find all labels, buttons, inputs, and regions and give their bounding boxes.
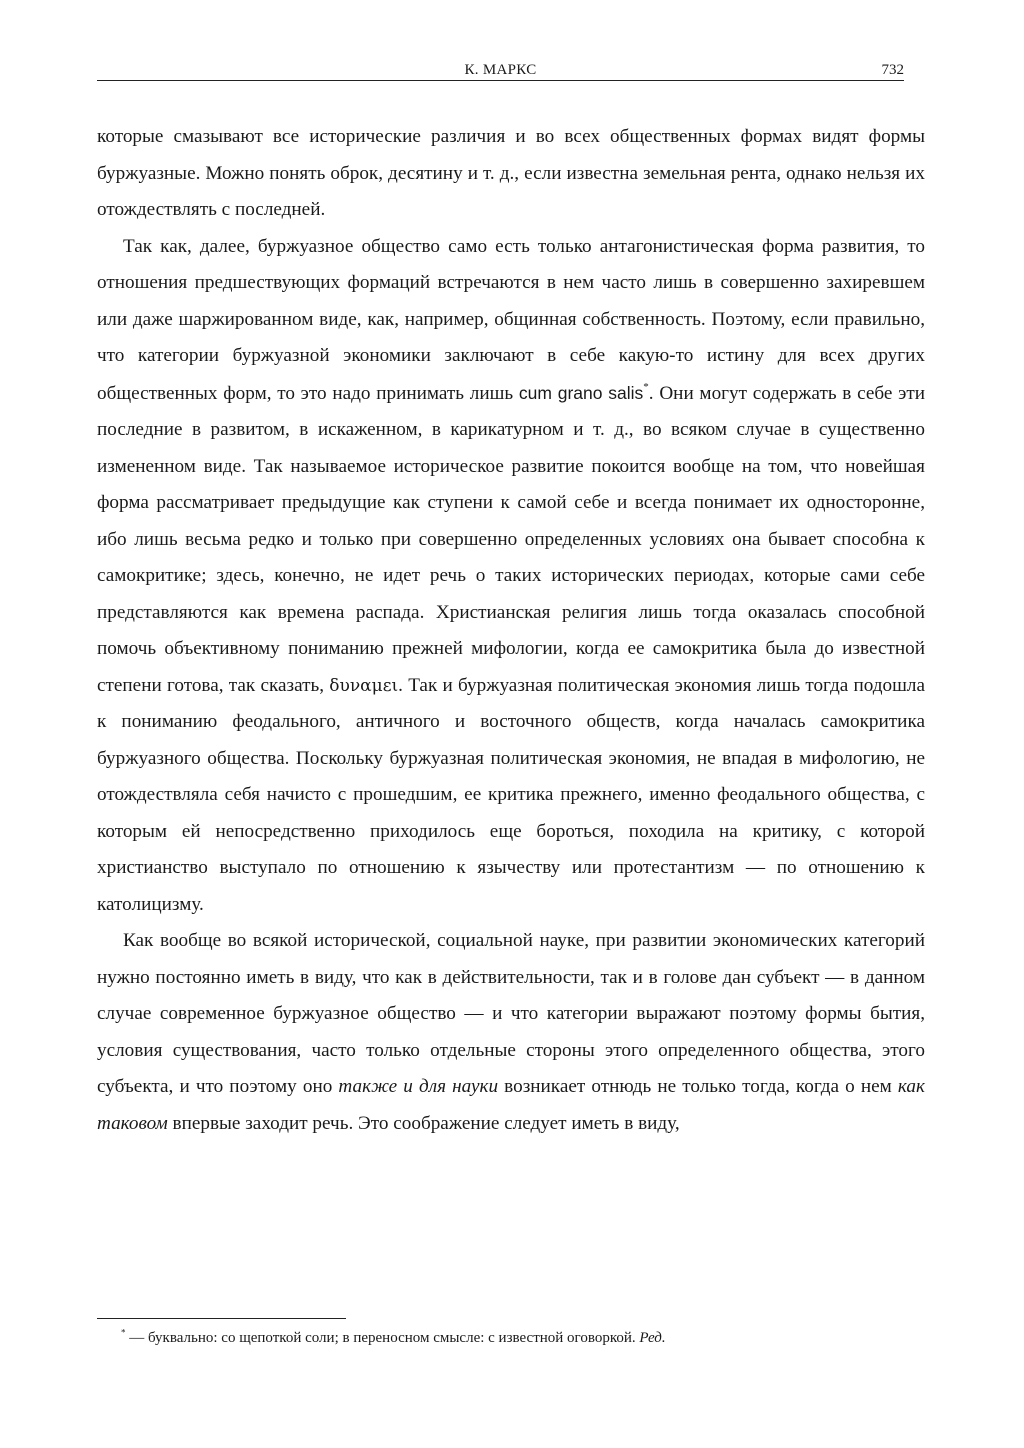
page-number: 732: [881, 62, 904, 78]
paragraph-1-text: которые смазывают все исторические различия и во всех общественных формах видят формы буржуазные. Можно понять оброк, десятину и т. д., если известна земельная рента, однако нельзя их отождествлять с последней.: [97, 126, 925, 220]
paragraph-1: [97, 119, 925, 229]
latin-phrase: cum grano salis: [518, 382, 644, 403]
running-header: [97, 60, 904, 81]
footnote-divider: [97, 1318, 346, 1319]
footnote: [121, 1328, 666, 1348]
footnote-text: — буквально: со щепоткой соли; в переносном смысле: с известной оговоркой.: [125, 1330, 640, 1346]
paragraph-2-text-c: . Так и буржуазная политическая экономия лишь тогда подошла к пониманию феодального, античного и восточного обществ, когда началась самокритика буржуазного общества. Поскольку буржуазная политическая экономия, не впадая в мифологию, не отождествляла себя начисто с прошедшим, ее критика прежнего, именно феодального общества, с которым ей непосредственно приходилось еще бороться, походила на критику, с которой христианство выступало по отношению к язычеству или протестантизм — по отношению к католицизму.: [97, 674, 925, 915]
italic-phrase-2: как таковом: [97, 1076, 925, 1134]
header-title: К. МАРКС: [464, 62, 537, 78]
paragraph-3: [97, 923, 925, 1142]
paragraph-3-text-c: впервые заходит речь. Это соображение следует иметь в виду,: [167, 1112, 680, 1134]
paragraph-2-text-a: Так как, далее, буржуазное общество само есть только антагонистическая форма развития, то отношения предшествующих формаций встречаются в нем часто лишь в совершенно захиревшем или даже шаржированном виде, как, например, общинная собственность. Поэтому, если правильно, что категории буржуазной экономики заключают в себе какую-то истину для всех других общественных форм, то это надо принимать лишь: [97, 235, 925, 404]
footnote-editor: Ред.: [639, 1330, 666, 1346]
paragraph-3-text-a: Как вообще во всякой исторической, социальной науке, при развитии экономических категорий нужно постоянно иметь в виду, что как в действительности, так и в голове дан субъект — в данном случае современное буржуазное общество — и что категории выражают поэтому формы бытия, условия существования, часто только отдельные стороны этого определенного общества, этого субъекта, и что поэтому оно: [97, 930, 925, 1097]
paragraph-2: [97, 229, 925, 924]
footnote-reference[interactable]: *: [643, 380, 649, 393]
footnote-mark: *: [121, 1327, 126, 1338]
paragraph-2-text-b: . Они могут содержать в себе эти последние в развитом, в искаженном, в карикатурном и т. д., во всяком случае в существенно измененном виде. Так называемое историческое развитие покоится вообще на том, что новейшая форма рассматривает предыдущие как ступени к самой себе и всегда понимает их односторонне, ибо лишь весьма редко и только при совершенно определенных условиях она бывает способна к самокритике; здесь, конечно, не идет речь о таких исторических периодах, которые сами себе представляются как времена распада. Христианская религия лишь тогда оказалась способной помочь объективному пониманию прежней мифологии, когда ее самокритика была до известной степени готова, так сказать,: [97, 382, 925, 696]
greek-word: δυναμει: [329, 675, 399, 696]
main-text: [97, 119, 925, 1142]
paragraph-3-text-b: возникает отнюдь не только тогда, когда о нем: [498, 1076, 898, 1097]
italic-phrase-1: также и для науки: [338, 1076, 499, 1097]
